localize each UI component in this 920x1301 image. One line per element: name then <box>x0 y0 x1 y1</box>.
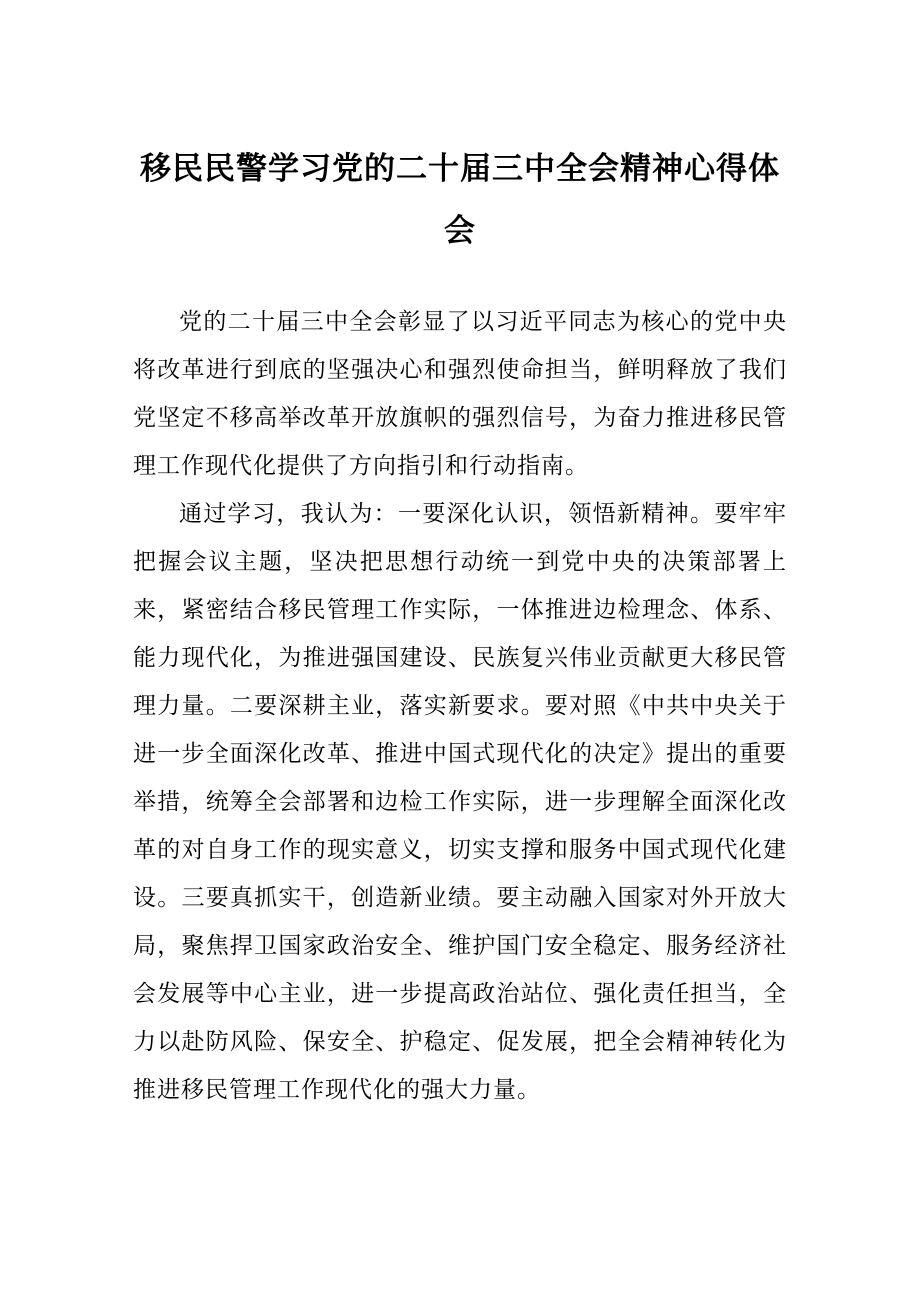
body-paragraph: 通过学习，我认为：一要深化认识，领悟新精神。要牢牢把握会议主题，坚决把思想行动统一到党中央的决策部署上来，紧密结合移民管理工作实际，一体推进边检理念、体系、能力现代化，为推进强国建设、民族复兴伟业贡献更大移民管理力量。二要深耕主业，落实新要求。要对照《中共中央关于进一步全面深化改革、推进中国式现代化的决定》提出的重要举措，统筹全会部署和边检工作实际，进一步理解全面深化改革的对自身工作的现实意义，切实支撑和服务中国式现代化建设。三要真抓实干，创造新业绩。要主动融入国家对外开放大局，聚焦捍卫国家政治安全、维护国门安全稳定、服务经济社会发展等中心主业，进一步提高政治站位、强化责任担当，全力以赴防风险、保安全、护稳定、促发展，把全会精神转化为推进移民管理工作现代化的强大力量。 <box>133 501 787 1102</box>
document-title: 移民民警学习党的二十届三中全会精神心得体会 <box>140 151 780 248</box>
body-paragraph: 党的二十届三中全会彰显了以习近平同志为核心的党中央将改革进行到底的坚强决心和强烈使命担当，鲜明释放了我们党坚定不移高举改革开放旗帜的强烈信号，为奋力推进移民管理工作现代化提供了方向指引和行动指南。 <box>133 309 787 478</box>
document-body <box>133 298 787 1114</box>
